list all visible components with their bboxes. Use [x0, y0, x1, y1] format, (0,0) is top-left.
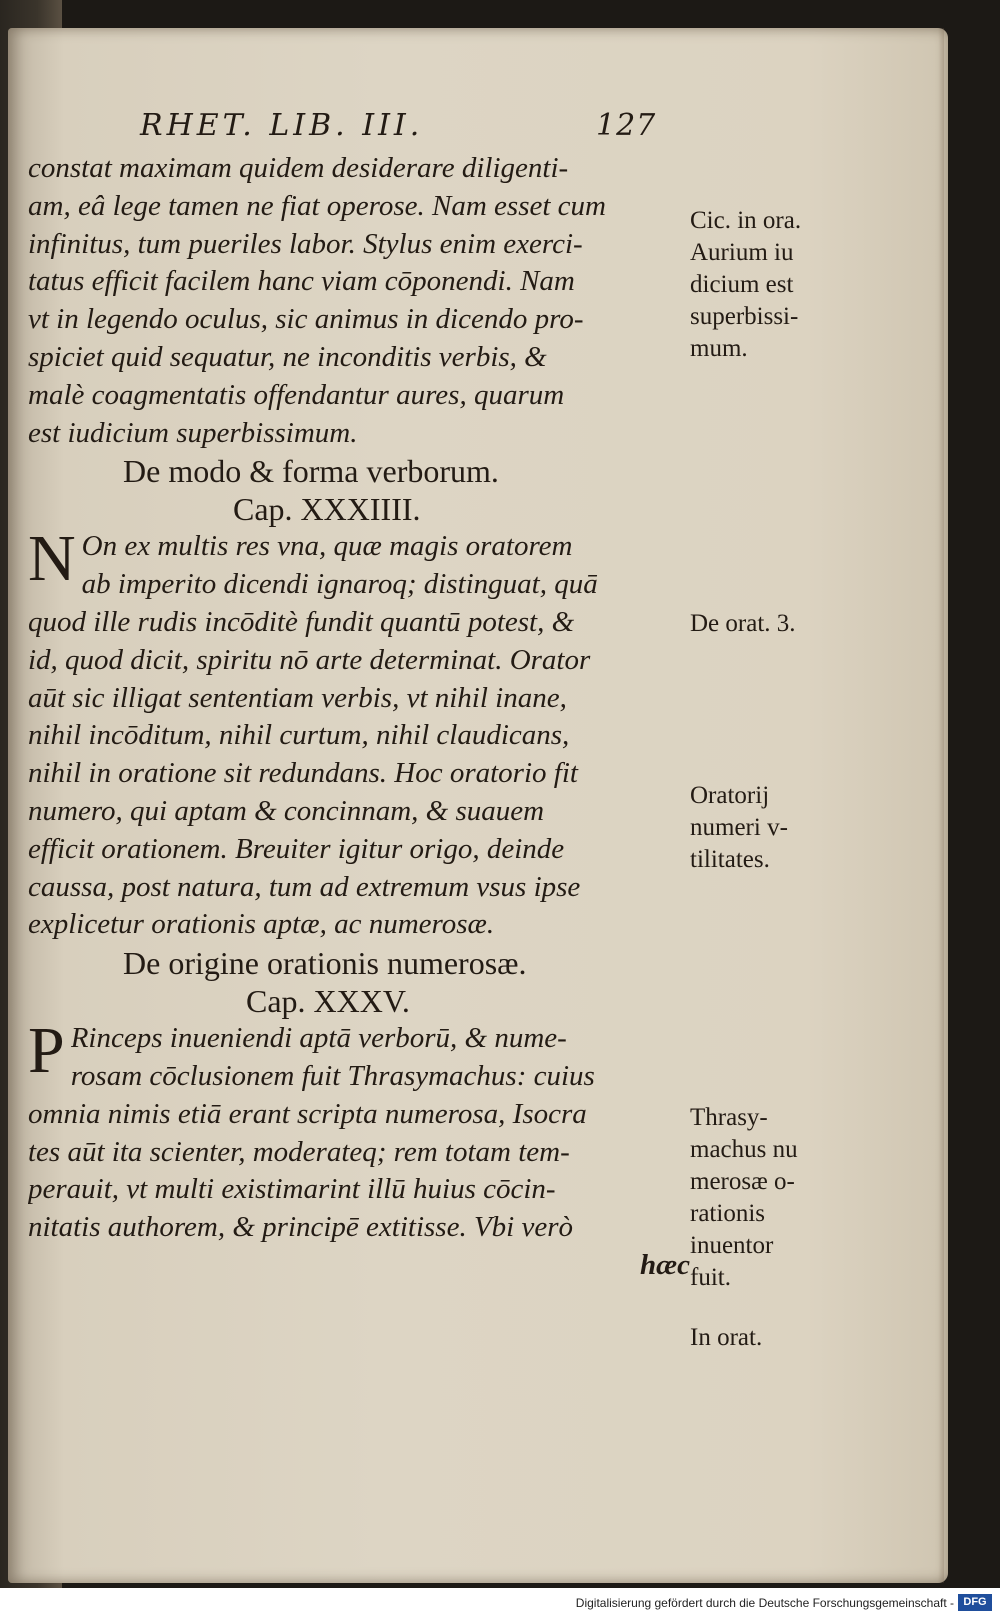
text-line: quod ille rudis incōditè fundit quantū potest, & — [28, 605, 575, 638]
text-line: Rinceps inueniendi aptā verborū, & nume- — [70, 1022, 567, 1055]
page-number: 127 — [596, 108, 657, 143]
chapter-number-1: Cap. XXXIIII. — [233, 491, 421, 528]
margin-note-cicero: Cic. in ora. Aurium iu dicium est superbissi- mum. — [690, 207, 802, 362]
text-line: infinitus, tum pueriles labor. Stylus enim exerci- — [28, 227, 583, 260]
digitization-footer — [0, 1588, 1000, 1619]
catchword: hæc — [640, 1248, 690, 1281]
section-heading-1: De modo & forma verborum. — [123, 453, 499, 490]
text-line: nihil in oratione sit redundans. Hoc oratorio fit — [28, 757, 578, 790]
dfg-logo: DFG — [958, 1594, 992, 1611]
margin-note-de-orat: De orat. 3. — [690, 610, 796, 637]
page-header — [140, 108, 680, 148]
text-line: omnia nimis etiā erant scripta numerosa, Isocra — [28, 1097, 587, 1130]
text-line: caussa, post natura, tum ad extremum vsus ipse — [28, 870, 581, 903]
text-line: numero, qui aptam & concinnam, & suauem — [28, 794, 545, 827]
text-line: constat maximam quidem desiderare diligenti- — [28, 152, 569, 184]
text-line: id, quod dicit, spiritu nō arte determinat. Orator — [28, 643, 591, 676]
text-line: nihil incōditum, nihil curtum, nihil claudicans, — [28, 719, 570, 752]
text-line: ab imperito dicendi ignaroq; distinguat, quā — [81, 568, 598, 601]
text-line: est iudicium superbissimum. — [28, 416, 358, 449]
text-line: am, eâ lege tamen ne fiat operose. Nam esset cum — [28, 189, 606, 222]
marginal-notes — [690, 150, 850, 1400]
text-line: tes aūt ita scienter, moderateq; rem totam tem- — [28, 1135, 570, 1168]
text-line: perauit, vt multi existimarint illū huius cōcin- — [28, 1173, 556, 1206]
text-line: nitatis authorem, & principē extitisse. Vbi verò — [28, 1211, 574, 1244]
chapter-number-2: Cap. XXXV. — [246, 983, 410, 1020]
drop-cap-n: N — [28, 522, 76, 596]
running-head: RHET. LIB. III. — [140, 108, 424, 143]
drop-cap-p: P — [28, 1014, 65, 1088]
section-heading-2: De origine orationis numerosæ. — [123, 945, 527, 982]
footer-credit: Digitalisierung gefördert durch die Deutsche Forschungsgemeinschaft - — [575, 1596, 954, 1610]
margin-note-in-orat: In orat. — [690, 1324, 763, 1351]
paragraph-2 — [28, 522, 708, 944]
paragraph-1 — [28, 150, 708, 452]
text-line: vt in legendo oculus, sic animus in dicendo pro- — [28, 303, 584, 336]
text-line: efficit orationem. Breuiter igitur origo, deinde — [28, 832, 565, 865]
text-line: tatus efficit facilem hanc viam cōponendi. Nam — [28, 265, 575, 298]
margin-note-oratorij: Oratorij numeri v- tilitates. — [690, 782, 788, 873]
text-line: explicetur orationis aptæ, ac numerosæ. — [28, 908, 495, 941]
paragraph-3 — [28, 1014, 708, 1285]
text-line: spiciet quid sequatur, ne inconditis verbis, & — [28, 340, 547, 373]
main-text — [28, 150, 708, 1285]
text-line: rosam cōclusionem fuit Thrasymachus: cuius — [70, 1059, 595, 1092]
margin-note-thrasymachus: Thrasy- machus nu merosæ o- rationis inuentor fuit. — [690, 1104, 798, 1291]
text-line: On ex multis res vna, quæ magis oratorem — [81, 530, 573, 563]
text-line: aūt sic illigat sententiam verbis, vt nihil inane, — [28, 681, 567, 714]
text-line: malè coagmentatis offendantur aures, quarum — [28, 378, 565, 411]
